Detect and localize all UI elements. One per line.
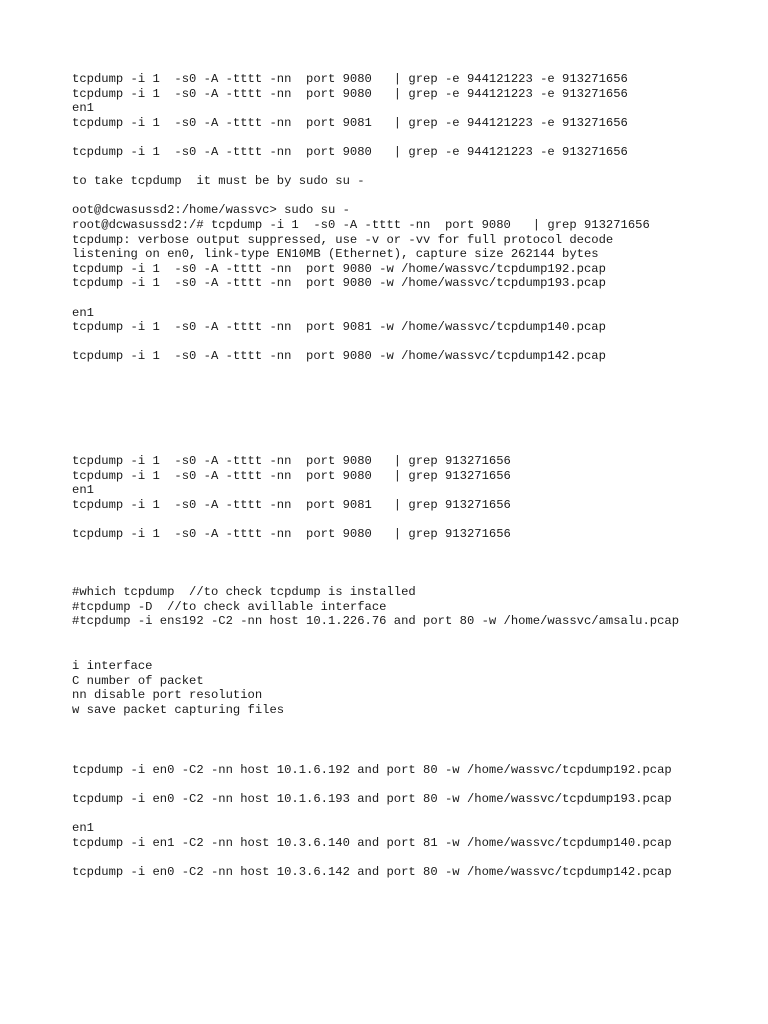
- blank-line: [72, 512, 511, 527]
- text-line: listening on en0, link-type EN10MB (Ethernet), capture size 262144 bytes: [72, 247, 599, 262]
- text-line: #tcpdump -D //to check avillable interface: [72, 599, 387, 614]
- blank-line: [72, 807, 672, 822]
- tcpdump-host-capture-block: [72, 763, 672, 880]
- text-line: tcpdump -i 1 -s0 -A -tttt -nn port 9080 | grep -e 944121223 -e 913271656: [72, 86, 628, 101]
- blank-line: [72, 189, 650, 204]
- blank-line: [72, 778, 672, 793]
- text-line: tcpdump -i en0 -C2 -nn host 10.1.6.193 and port 80 -w /home/wassvc/tcpdump193.pcap: [72, 792, 672, 807]
- text-line: C number of packet: [72, 673, 204, 688]
- text-line: tcpdump -i 1 -s0 -A -tttt -nn port 9080 | grep -e 944121223 -e 913271656: [72, 144, 628, 159]
- blank-line: [72, 851, 672, 866]
- text-line: tcpdump -i en1 -C2 -nn host 10.3.6.140 and port 81 -w /home/wassvc/tcpdump140.pcap: [72, 835, 672, 850]
- text-line: #tcpdump -i ens192 -C2 -nn host 10.1.226.76 and port 80 -w /home/wassvc/amsalu.pcap: [72, 614, 680, 629]
- text-line: en1: [72, 305, 94, 320]
- text-line: root@dcwasussd2:/# tcpdump -i 1 -s0 -A -tttt -nn port 9080 | grep 913271656: [72, 217, 650, 232]
- blank-line: [72, 130, 650, 145]
- tcpdump-grep-commands-block: [72, 72, 650, 364]
- text-line: to take tcpdump it must be by sudo su -: [72, 174, 365, 189]
- text-line: tcpdump -i 1 -s0 -A -tttt -nn port 9081 | grep -e 944121223 -e 913271656: [72, 115, 628, 130]
- tcpdump-check-commands-block: [72, 585, 679, 629]
- tcpdump-grep-short-block: [72, 454, 511, 542]
- text-line: oot@dcwasussd2:/home/wassvc> sudo su -: [72, 203, 350, 218]
- text-line: tcpdump -i 1 -s0 -A -tttt -nn port 9080 -w /home/wassvc/tcpdump193.pcap: [72, 276, 606, 291]
- text-line: en1: [72, 101, 94, 116]
- text-line: tcpdump -i en0 -C2 -nn host 10.3.6.142 and port 80 -w /home/wassvc/tcpdump142.pcap: [72, 865, 672, 880]
- text-line: en1: [72, 821, 94, 836]
- text-line: tcpdump -i en0 -C2 -nn host 10.1.6.192 and port 80 -w /home/wassvc/tcpdump192.pcap: [72, 763, 672, 777]
- text-line: i interface: [72, 659, 153, 673]
- text-line: tcpdump -i 1 -s0 -A -tttt -nn port 9080 -w /home/wassvc/tcpdump142.pcap: [72, 349, 606, 364]
- tcpdump-options-legend-block: [72, 659, 284, 717]
- text-line: w save packet capturing files: [72, 702, 285, 717]
- text-line: nn disable port resolution: [72, 688, 263, 703]
- blank-line: [72, 291, 650, 306]
- blank-line: [72, 160, 650, 175]
- text-line: en1: [72, 483, 94, 498]
- text-line: tcpdump -i 1 -s0 -A -tttt -nn port 9080 | grep 913271656: [72, 468, 511, 483]
- text-line: #which tcpdump //to check tcpdump is installed: [72, 585, 416, 599]
- text-line: tcpdump -i 1 -s0 -A -tttt -nn port 9080 | grep 913271656: [72, 526, 511, 541]
- text-line: tcpdump -i 1 -s0 -A -tttt -nn port 9080 -w /home/wassvc/tcpdump192.pcap: [72, 261, 606, 276]
- text-line: tcpdump -i 1 -s0 -A -tttt -nn port 9081 | grep 913271656: [72, 497, 511, 512]
- text-line: tcpdump -i 1 -s0 -A -tttt -nn port 9080 | grep -e 944121223 -e 913271656: [72, 72, 628, 86]
- text-line: tcpdump -i 1 -s0 -A -tttt -nn port 9081 -w /home/wassvc/tcpdump140.pcap: [72, 320, 606, 335]
- text-line: tcpdump -i 1 -s0 -A -tttt -nn port 9080 | grep 913271656: [72, 454, 511, 468]
- text-line: tcpdump: verbose output suppressed, use -v or -vv for full protocol decode: [72, 232, 614, 247]
- blank-line: [72, 335, 650, 350]
